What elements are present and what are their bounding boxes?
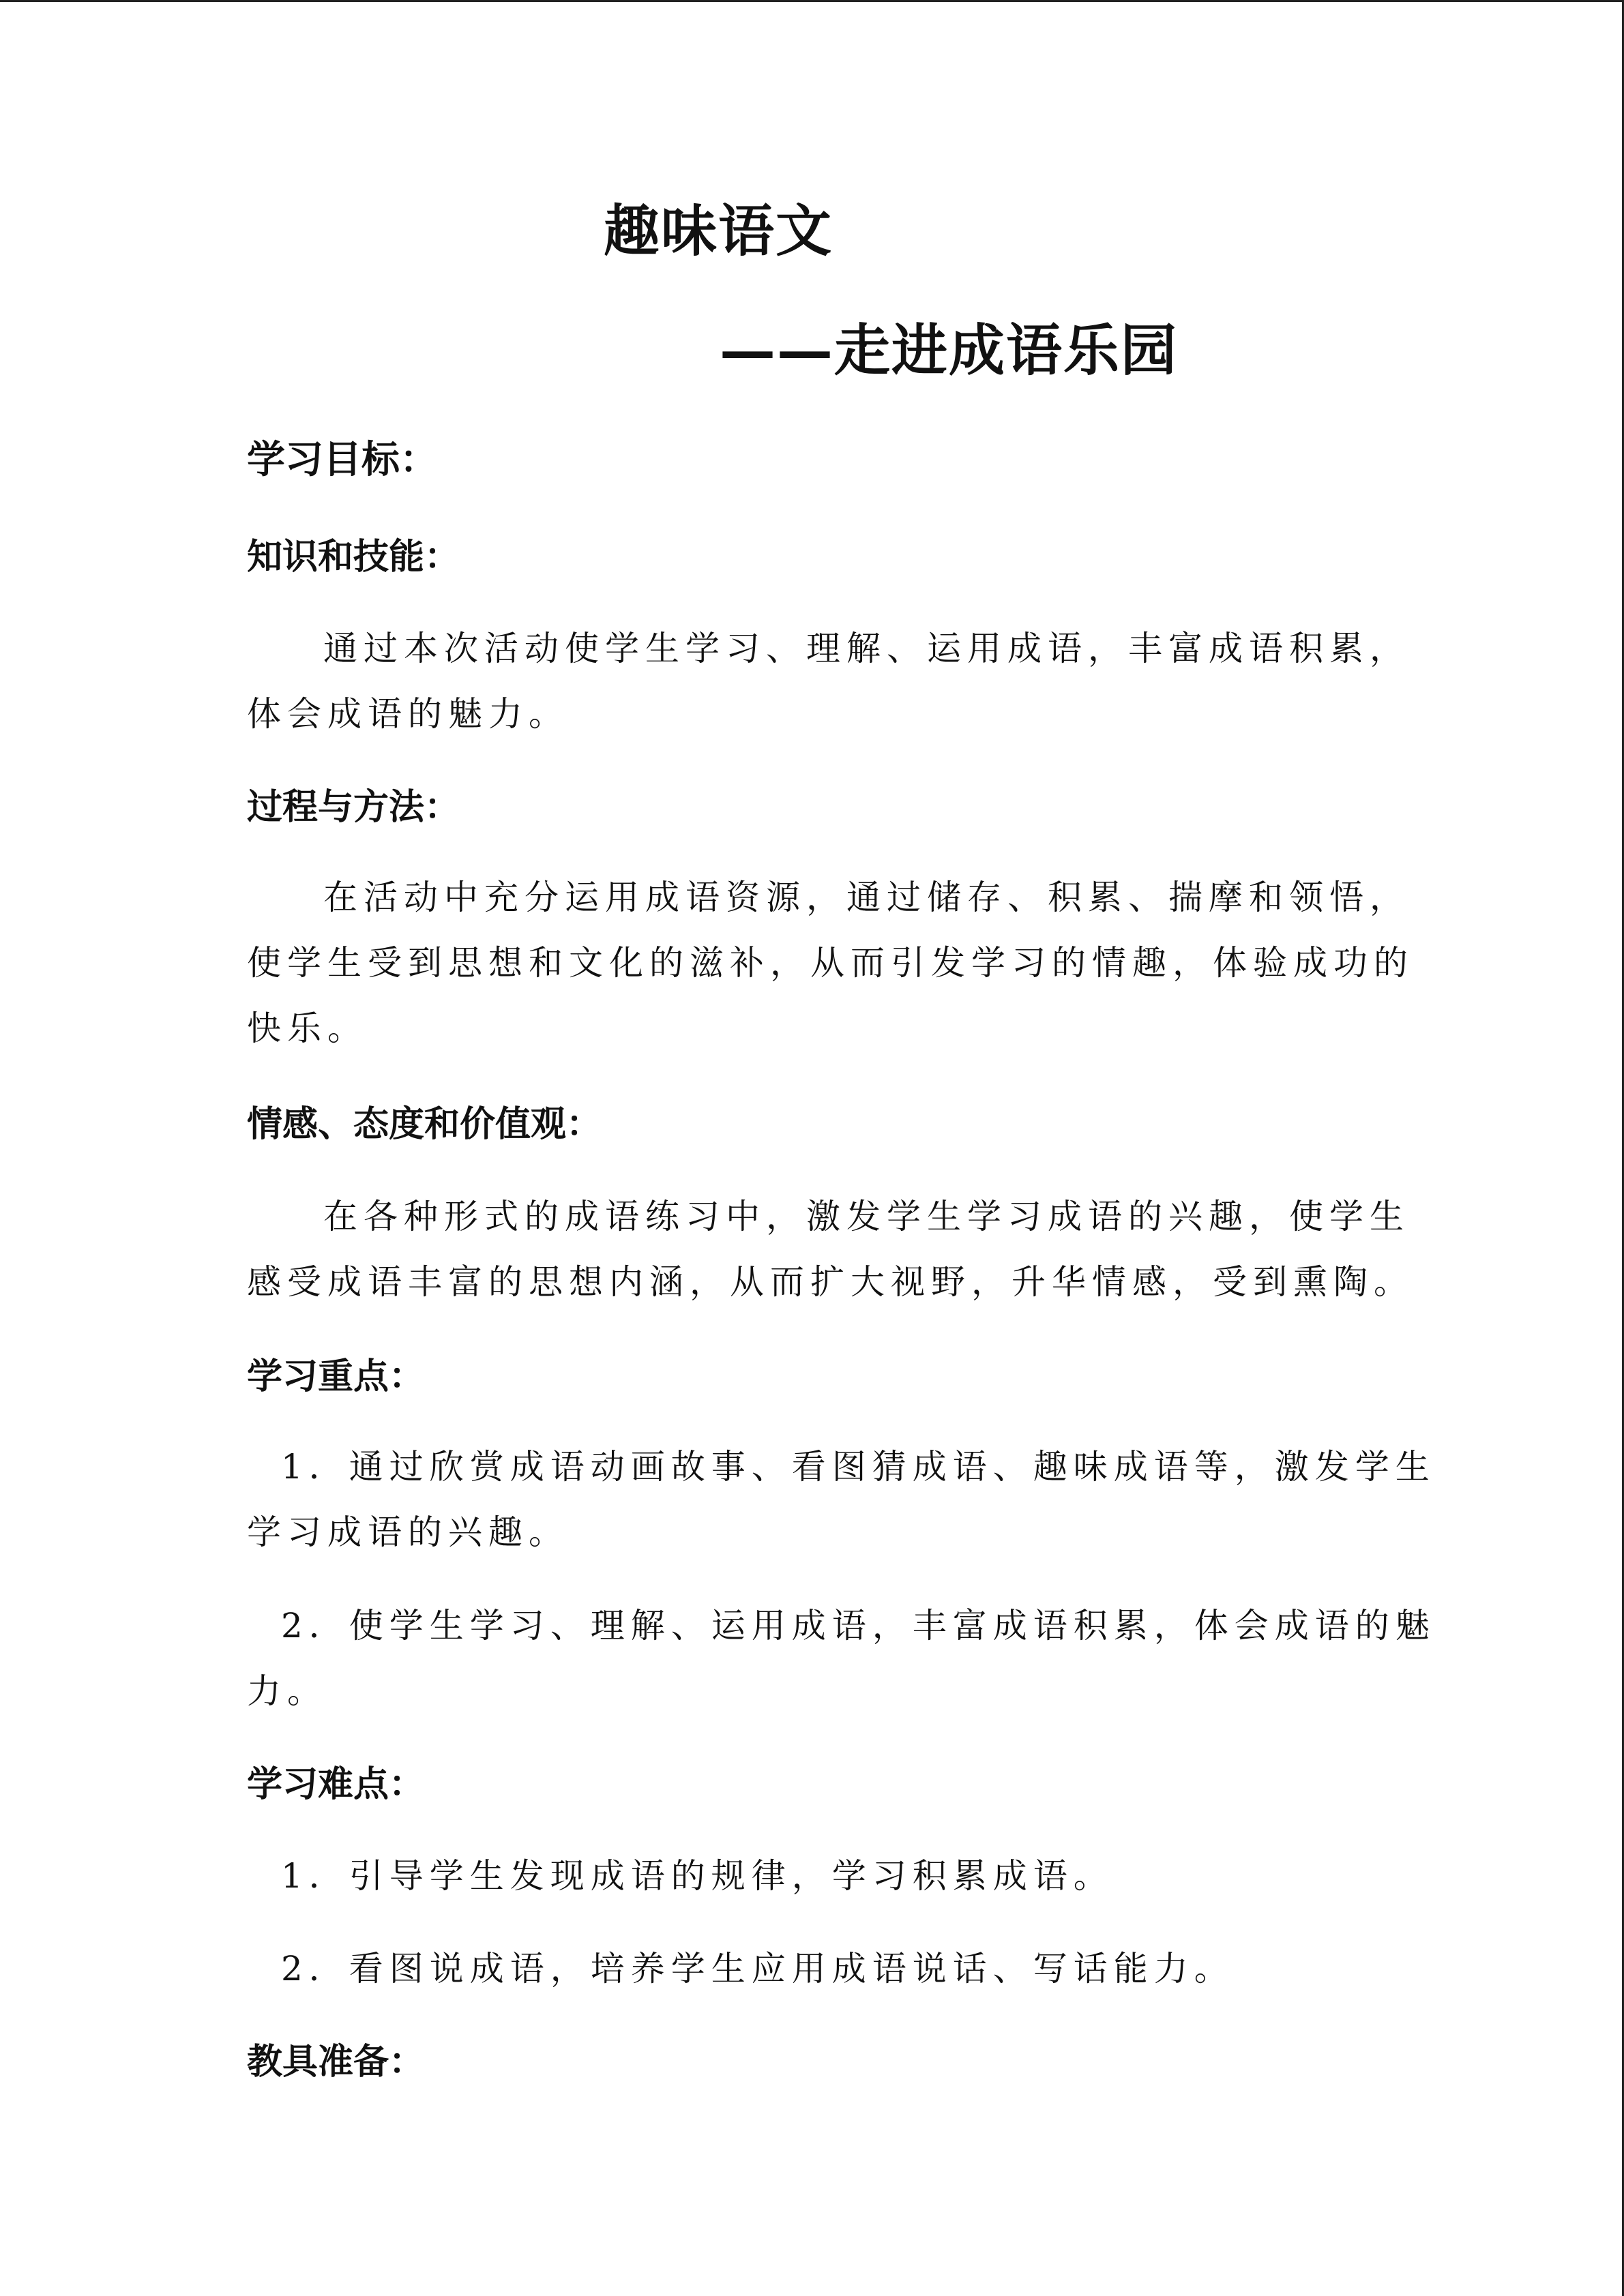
document-title: 趣味语文 <box>604 198 833 264</box>
materials-heading: 教具准备： <box>247 2041 425 2083</box>
attitude-values-paragraph <box>247 1184 1414 1315</box>
learning-goals-heading: 学习目标： <box>247 437 438 482</box>
paragraph-line: 1．通过欣赏成语动画故事、看图猜成语、趣味成语等，激发学生 <box>281 1447 1436 1487</box>
document-subtitle: ——走进成语乐园 <box>720 318 1179 383</box>
paragraph-line: 体会成语的魅力。 <box>247 694 569 734</box>
paragraph-line: 快乐。 <box>247 1009 368 1048</box>
paragraph-line: 力。 <box>247 1671 327 1711</box>
difficulties-heading: 学习难点： <box>247 1763 425 1805</box>
process-method-heading: 过程与方法： <box>247 786 460 828</box>
knowledge-skills-paragraph <box>247 616 1410 747</box>
paragraph-line: 1．引导学生发现成语的规律，学习积累成语。 <box>281 1856 1114 1896</box>
paragraph-line: 在活动中充分运用成语资源，通过储存、积累、揣摩和领悟， <box>323 878 1410 917</box>
key-points-heading: 学习重点： <box>247 1356 425 1397</box>
difficulty-1 <box>247 1843 1379 1909</box>
key-point-1 <box>247 1434 1436 1565</box>
paragraph-line: 学习成语的兴趣。 <box>247 1512 569 1552</box>
knowledge-skills-heading: 知识和技能： <box>247 536 460 578</box>
paragraph-line: 感受成语丰富的思想内涵，从而扩大视野，升华情感，受到熏陶。 <box>247 1262 1414 1302</box>
process-method-paragraph <box>247 865 1414 1061</box>
paragraph-line: 通过本次活动使学生学习、理解、运用成语，丰富成语积累， <box>323 629 1410 668</box>
attitude-values-heading: 情感、态度和价值观： <box>247 1103 602 1145</box>
paragraph-line: 2．使学生学习、理解、运用成语，丰富成语积累，体会成语的魅 <box>281 1606 1436 1645</box>
key-point-2 <box>247 1593 1436 1724</box>
difficulty-2 <box>247 1936 1379 2001</box>
paragraph-line: 2．看图说成语，培养学生应用成语说话、写话能力。 <box>281 1949 1235 1988</box>
paragraph-line: 使学生受到思想和文化的滋补，从而引发学习的情趣，体验成功的 <box>247 943 1414 983</box>
paragraph-line: 在各种形式的成语练习中，激发学生学习成语的兴趣，使学生 <box>323 1197 1410 1236</box>
